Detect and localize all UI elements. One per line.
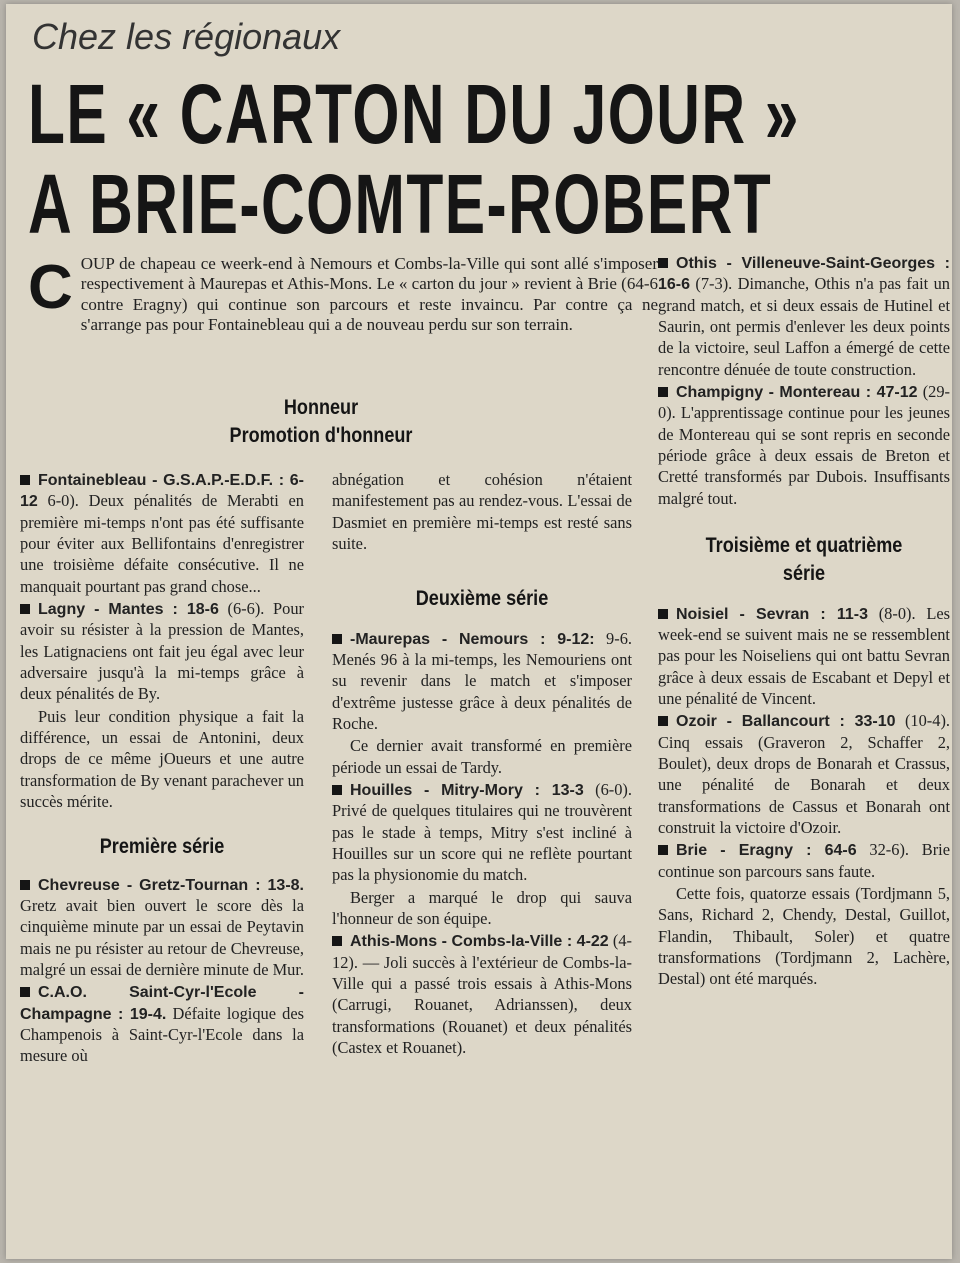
section-heading-honneur: Honneur bbox=[283, 396, 359, 419]
result-chevreuse: Chevreuse - Gretz-Tournan : 13-8. Gretz avait bien ouvert le score dès la cinquième minute par un essai de Peytavin mais ne pu résister au retour de Chevreuse, malgré un essai de dernière minute de Mur. bbox=[20, 876, 305, 979]
paragraph: Ce dernier avait transformé en première période un essai de Tardy. bbox=[332, 736, 632, 777]
result-fontainebleau: Fontainebleau - G.S.A.P.-E.D.F. : 6-12 6-0). Deux pénalités de Merabti en première mi-temps n'ont pas été suffisante pour éviter aux Bellifontains d'enregistrer une troisième défaite consécutive. Il ne manquait pourtant pas grand chose... bbox=[20, 472, 304, 596]
result-houilles: Houilles - Mitry-Mory : 13-3 (6-0). Privé de quelques titulaires qui ne trouvèrent pas le stade à temps, Mitry s'est incliné à Houilles sur un score qui ne reflète pourtant pas la physionomie du match. bbox=[332, 779, 632, 885]
result-brie: Brie - Eragny : 64-6 32-6). Brie continue son parcours sans faute. bbox=[658, 840, 951, 881]
headline-line-1: LE « CARTON DU JOUR » bbox=[28, 67, 800, 161]
bullet-square-icon bbox=[332, 634, 342, 644]
bullet-square-icon bbox=[20, 475, 30, 485]
bullet-square-icon bbox=[20, 880, 30, 890]
result-ozoir: Ozoir - Ballancourt : 33-10 (10-4). Cinq essais (Graveron 2, Schaffer 2, Boulet), deux drops de Bonarah et Crassus, une pénalité de Bonarah et deux transformations de Cassus et Bonarah ont construit la victoire d'Ozoir. bbox=[658, 711, 951, 837]
section-heading-premiere: Première série bbox=[99, 835, 225, 859]
bullet-square-icon bbox=[20, 604, 30, 614]
column-2 bbox=[332, 469, 632, 1059]
paragraph: Berger a marqué le drop qui sauva l'honneur de son équipe. bbox=[332, 887, 632, 928]
result-lagny: Lagny - Mantes : 18-6 (6-6). Pour avoir su résister à la pression de Mantes, les Latignaciens ont fait jeu égal avec leur adversaire jusqu'à la mi-temps grâce à deux pénalités de By. bbox=[20, 598, 305, 704]
bullet-square-icon bbox=[658, 845, 668, 855]
result-maurepas: -Maurepas - Nemours : 9-12: 9-6. Menés 96 à la mi-temps, les Nemouriens ont su revenir dans le match et s'imposer d'extrême justesse grâce à deux pénalités de Roche. bbox=[332, 628, 632, 733]
column-3 bbox=[658, 252, 950, 991]
intro-paragraph bbox=[28, 254, 658, 336]
bullet-square-icon bbox=[658, 609, 668, 619]
headline-line-2: A BRIE-COMTE-ROBERT bbox=[28, 157, 773, 251]
result-athis-mons: Athis-Mons - Combs-la-Ville : 4-22 (4-12). — Joli succès à l'extérieur de Combs-la-Ville qui a passé trois essais à Athis-Mons (Carrugi, Rouanet, Adrianssen), deux transformations (Rouanet) et deux pénalités (Castex et Rouanet). bbox=[332, 931, 633, 1057]
column-1 bbox=[20, 469, 304, 1068]
result-champigny: Champigny - Montereau : 47-12 (29-0). L'apprentissage continue pour les jeunes de Montereau qui se sont repris en seconde période grâce à deux essais de Breton et Cretté transformés par Dubois. Insuffisants malgré tout. bbox=[658, 381, 951, 508]
paragraph: abnégation et cohésion n'étaient manifestement pas au rendez-vous. L'essai de Dasmiet en première mi-temps est resté sans suite. bbox=[332, 470, 632, 553]
result-cao-saint-cyr: C.A.O. Saint-Cyr-l'Ecole - Champagne : 19-4. Défaite logique des Champenois à Saint-Cyr-l'Ecole dans la mesure où bbox=[20, 984, 304, 1066]
section-heading-promotion: Promotion d'honneur bbox=[229, 424, 413, 448]
result-othis: Othis - Villeneuve-Saint-Georges : 16-6 (7-3). Dimanche, Othis n'a pas fait un grand match, et si deux essais de Hutinel et Saurin, ont permis d'enlever les deux points de la victoire, seul Laffon a émergé de cette rencontre dénuée de toute construction. bbox=[658, 255, 950, 379]
bullet-square-icon bbox=[332, 936, 342, 946]
result-noisiel: Noisiel - Sevran : 11-3 (8-0). Les week-end se suivent mais ne se ressemblent pas pour les Noiseliens qui ont battu Sevran grâce à deux essais de Escabant et Depyl et une pénalité de Vincent. bbox=[658, 603, 950, 708]
bullet-square-icon bbox=[332, 785, 342, 795]
bullet-square-icon bbox=[658, 716, 668, 726]
section-heading-troisieme: Troisième et quatrième série bbox=[705, 533, 903, 586]
newspaper-clipping bbox=[6, 4, 952, 1259]
bullet-square-icon bbox=[658, 258, 668, 268]
bullet-square-icon bbox=[20, 987, 30, 997]
paragraph: Cette fois, quatorze essais (Tordjmann 5, Sans, Richard 2, Chendy, Destal, Guillot, Flandin, Thibault, Soler) et quatre transformations (Tordjmann 2, Lachère, Destal) ont été marqués. bbox=[658, 883, 950, 989]
paragraph: Puis leur condition physique a fait la différence, un essai de Antonini, deux drops de ce même jOueurs et une autre transformation de By venant parachever un succès mérite. bbox=[20, 706, 304, 811]
section-honneur-block bbox=[156, 394, 486, 451]
bullet-square-icon bbox=[658, 387, 668, 397]
kicker: Chez les régionaux bbox=[32, 16, 341, 57]
section-heading-deuxieme: Deuxième série bbox=[415, 587, 549, 611]
intro-text: OUP de chapeau ce weerk-end à Nemours et Combs-la-Ville qui sont allé s'imposer respectivement à Maurepas et Athis-Mons. Le « carton du jour » revient à Brie (64-6 contre Eragny) qui continue son parcours et reste invaincu. Par contre ça ne s'arrange pas pour Fontainebleau qui a de nouveau perdu sur son terrain. bbox=[80, 254, 658, 335]
drop-cap: C bbox=[28, 253, 73, 322]
